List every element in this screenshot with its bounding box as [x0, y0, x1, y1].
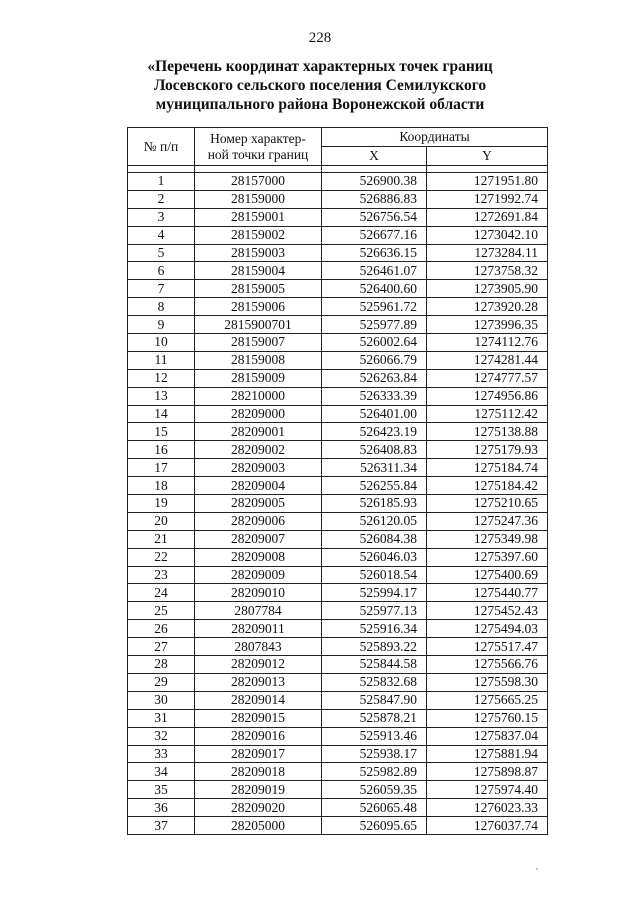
point-number-cell: 2807784 — [195, 602, 322, 620]
y-coordinate-cell: 1275566.76 — [427, 656, 548, 674]
table-row — [128, 566, 548, 584]
point-number-cell: 28209007 — [195, 530, 322, 548]
table-row — [128, 512, 548, 530]
y-coordinate-cell: 1273905.90 — [427, 280, 548, 298]
table-row — [128, 226, 548, 244]
x-coordinate-cell: 525832.68 — [322, 673, 427, 691]
y-coordinate-cell: 1275184.74 — [427, 459, 548, 477]
table-spacer-row — [128, 166, 548, 173]
table-row — [128, 817, 548, 835]
x-coordinate-cell: 526423.19 — [322, 423, 427, 441]
table-row — [128, 620, 548, 638]
row-number-cell: 19 — [128, 495, 195, 513]
y-coordinate-cell: 1271951.80 — [427, 173, 548, 191]
point-number-cell: 28159002 — [195, 226, 322, 244]
x-coordinate-cell: 525994.17 — [322, 584, 427, 602]
row-number-cell: 24 — [128, 584, 195, 602]
table-row — [128, 799, 548, 817]
point-number-cell: 28209015 — [195, 709, 322, 727]
point-number-cell: 28157000 — [195, 173, 322, 191]
x-coordinate-cell: 526255.84 — [322, 477, 427, 495]
row-number-cell: 26 — [128, 620, 195, 638]
table-row — [128, 208, 548, 226]
x-coordinate-cell: 526400.60 — [322, 280, 427, 298]
point-number-cell: 2815900701 — [195, 316, 322, 334]
table-row — [128, 459, 548, 477]
header-point-number-text: Номер характер-ной точки границ — [207, 130, 309, 162]
table-row — [128, 727, 548, 745]
row-number-cell: 3 — [128, 208, 195, 226]
x-coordinate-cell: 526095.65 — [322, 817, 427, 835]
x-coordinate-cell: 525961.72 — [322, 298, 427, 316]
x-coordinate-cell: 526059.35 — [322, 781, 427, 799]
y-coordinate-cell: 1275400.69 — [427, 566, 548, 584]
point-number-cell: 28209011 — [195, 620, 322, 638]
row-number-cell: 4 — [128, 226, 195, 244]
point-number-cell: 28209018 — [195, 763, 322, 781]
y-coordinate-cell: 1275397.60 — [427, 548, 548, 566]
y-coordinate-cell: 1275898.87 — [427, 763, 548, 781]
point-number-cell: 28209005 — [195, 495, 322, 513]
table-row — [128, 351, 548, 369]
x-coordinate-cell: 525878.21 — [322, 709, 427, 727]
row-number-cell: 31 — [128, 709, 195, 727]
x-coordinate-cell: 526636.15 — [322, 244, 427, 262]
x-coordinate-cell: 526401.00 — [322, 405, 427, 423]
x-coordinate-cell: 526120.05 — [322, 512, 427, 530]
x-coordinate-cell: 526084.38 — [322, 530, 427, 548]
point-number-cell: 28159007 — [195, 334, 322, 352]
table-row — [128, 244, 548, 262]
point-number-cell: 28210000 — [195, 387, 322, 405]
y-coordinate-cell: 1275760.15 — [427, 709, 548, 727]
row-number-cell: 7 — [128, 280, 195, 298]
x-coordinate-cell: 525916.34 — [322, 620, 427, 638]
y-coordinate-cell: 1275494.03 — [427, 620, 548, 638]
point-number-cell: 28159000 — [195, 190, 322, 208]
point-number-cell: 28209020 — [195, 799, 322, 817]
row-number-cell: 10 — [128, 334, 195, 352]
row-number-cell: 22 — [128, 548, 195, 566]
x-coordinate-cell: 525977.89 — [322, 316, 427, 334]
title-line-3: муниципального района Воронежской области — [155, 96, 485, 113]
y-coordinate-cell: 1276023.33 — [427, 799, 548, 817]
table-row — [128, 280, 548, 298]
table-row — [128, 190, 548, 208]
row-number-cell: 15 — [128, 423, 195, 441]
y-coordinate-cell: 1274281.44 — [427, 351, 548, 369]
table-row — [128, 316, 548, 334]
row-number-cell: 11 — [128, 351, 195, 369]
point-number-cell: 28209010 — [195, 584, 322, 602]
y-coordinate-cell: 1275665.25 — [427, 691, 548, 709]
x-coordinate-cell: 526461.07 — [322, 262, 427, 280]
x-coordinate-cell: 526018.54 — [322, 566, 427, 584]
y-coordinate-cell: 1273920.28 — [427, 298, 548, 316]
row-number-cell: 36 — [128, 799, 195, 817]
table-row — [128, 745, 548, 763]
y-coordinate-cell: 1273042.10 — [427, 226, 548, 244]
point-number-cell: 28159006 — [195, 298, 322, 316]
y-coordinate-cell: 1274777.57 — [427, 369, 548, 387]
x-coordinate-cell: 526886.83 — [322, 190, 427, 208]
y-coordinate-cell: 1273758.32 — [427, 262, 548, 280]
page-number: 228 — [308, 30, 332, 46]
row-number-cell: 1 — [128, 173, 195, 191]
table-row — [128, 298, 548, 316]
x-coordinate-cell: 526002.64 — [322, 334, 427, 352]
x-coordinate-cell: 526311.34 — [322, 459, 427, 477]
row-number-cell: 9 — [128, 316, 195, 334]
header-y: Y — [427, 147, 548, 166]
point-number-cell: 28209019 — [195, 781, 322, 799]
row-number-cell: 13 — [128, 387, 195, 405]
table-row — [128, 441, 548, 459]
table-row — [128, 405, 548, 423]
point-number-cell: 28159008 — [195, 351, 322, 369]
header-point-number — [195, 128, 322, 166]
table-row — [128, 262, 548, 280]
row-number-cell: 16 — [128, 441, 195, 459]
coordinates-table — [127, 127, 548, 835]
header-row-number: № п/п — [128, 128, 195, 166]
point-number-cell: 28205000 — [195, 817, 322, 835]
row-number-cell: 8 — [128, 298, 195, 316]
row-number-cell: 23 — [128, 566, 195, 584]
row-number-cell: 18 — [128, 477, 195, 495]
x-coordinate-cell: 526046.03 — [322, 548, 427, 566]
x-coordinate-cell: 526900.38 — [322, 173, 427, 191]
point-number-cell: 28209006 — [195, 512, 322, 530]
table-row — [128, 477, 548, 495]
x-coordinate-cell: 526756.54 — [322, 208, 427, 226]
x-coordinate-cell: 526408.83 — [322, 441, 427, 459]
y-coordinate-cell: 1274112.76 — [427, 334, 548, 352]
point-number-cell: 28209013 — [195, 673, 322, 691]
y-coordinate-cell: 1275138.88 — [427, 423, 548, 441]
point-number-cell: 28209016 — [195, 727, 322, 745]
point-number-cell: 28209001 — [195, 423, 322, 441]
table-row — [128, 548, 548, 566]
x-coordinate-cell: 526066.79 — [322, 351, 427, 369]
row-number-cell: 35 — [128, 781, 195, 799]
row-number-cell: 34 — [128, 763, 195, 781]
y-coordinate-cell: 1275247.36 — [427, 512, 548, 530]
y-coordinate-cell: 1275881.94 — [427, 745, 548, 763]
y-coordinate-cell: 1275974.40 — [427, 781, 548, 799]
row-number-cell: 37 — [128, 817, 195, 835]
row-number-cell: 6 — [128, 262, 195, 280]
x-coordinate-cell: 526677.16 — [322, 226, 427, 244]
row-number-cell: 29 — [128, 673, 195, 691]
table-row — [128, 709, 548, 727]
y-coordinate-cell: 1275179.93 — [427, 441, 548, 459]
table-row — [128, 530, 548, 548]
table-row — [128, 584, 548, 602]
y-coordinate-cell: 1275184.42 — [427, 477, 548, 495]
x-coordinate-cell: 525938.17 — [322, 745, 427, 763]
table-row — [128, 638, 548, 656]
row-number-cell: 14 — [128, 405, 195, 423]
y-coordinate-cell: 1275517.47 — [427, 638, 548, 656]
row-number-cell: 28 — [128, 656, 195, 674]
y-coordinate-cell: 1274956.86 — [427, 387, 548, 405]
y-coordinate-cell: 1273996.35 — [427, 316, 548, 334]
row-number-cell: 30 — [128, 691, 195, 709]
point-number-cell: 28209003 — [195, 459, 322, 477]
table-row — [128, 673, 548, 691]
header-coordinates: Координаты — [322, 128, 548, 147]
y-coordinate-cell: 1275452.43 — [427, 602, 548, 620]
x-coordinate-cell: 525977.13 — [322, 602, 427, 620]
row-number-cell: 21 — [128, 530, 195, 548]
y-coordinate-cell: 1275349.98 — [427, 530, 548, 548]
point-number-cell: 28209000 — [195, 405, 322, 423]
point-number-cell: 28209014 — [195, 691, 322, 709]
row-number-cell: 32 — [128, 727, 195, 745]
table-row — [128, 369, 548, 387]
row-number-cell: 27 — [128, 638, 195, 656]
row-number-cell: 33 — [128, 745, 195, 763]
title-line-1: «Перечень координат характерных точек границ — [147, 58, 493, 75]
x-coordinate-cell: 525982.89 — [322, 763, 427, 781]
table-row — [128, 334, 548, 352]
x-coordinate-cell: 525847.90 — [322, 691, 427, 709]
header-x: X — [322, 147, 427, 166]
point-number-cell: 28159009 — [195, 369, 322, 387]
y-coordinate-cell: 1275210.65 — [427, 495, 548, 513]
row-number-cell: 20 — [128, 512, 195, 530]
point-number-cell: 28159001 — [195, 208, 322, 226]
table-row — [128, 691, 548, 709]
x-coordinate-cell: 526263.84 — [322, 369, 427, 387]
point-number-cell: 28209004 — [195, 477, 322, 495]
y-coordinate-cell: 1275112.42 — [427, 405, 548, 423]
y-coordinate-cell: 1271992.74 — [427, 190, 548, 208]
document-title — [100, 57, 540, 114]
table-row — [128, 602, 548, 620]
point-number-cell: 28209002 — [195, 441, 322, 459]
title-line-2: Лосевского сельского поселения Семилукского — [153, 77, 487, 94]
y-coordinate-cell: 1272691.84 — [427, 208, 548, 226]
table-row — [128, 656, 548, 674]
x-coordinate-cell: 526333.39 — [322, 387, 427, 405]
row-number-cell: 17 — [128, 459, 195, 477]
point-number-cell: 28209008 — [195, 548, 322, 566]
y-coordinate-cell: 1275440.77 — [427, 584, 548, 602]
table-row — [128, 173, 548, 191]
x-coordinate-cell: 526185.93 — [322, 495, 427, 513]
point-number-cell: 28209009 — [195, 566, 322, 584]
y-coordinate-cell: 1273284.11 — [427, 244, 548, 262]
y-coordinate-cell: 1275837.04 — [427, 727, 548, 745]
point-number-cell: 2807843 — [195, 638, 322, 656]
table-row — [128, 781, 548, 799]
table-row — [128, 763, 548, 781]
table-row — [128, 387, 548, 405]
point-number-cell: 28159003 — [195, 244, 322, 262]
point-number-cell: 28159004 — [195, 262, 322, 280]
point-number-cell: 28159005 — [195, 280, 322, 298]
table-row — [128, 423, 548, 441]
row-number-cell: 5 — [128, 244, 195, 262]
x-coordinate-cell: 526065.48 — [322, 799, 427, 817]
row-number-cell: 2 — [128, 190, 195, 208]
table-row — [128, 495, 548, 513]
y-coordinate-cell: 1275598.30 — [427, 673, 548, 691]
row-number-cell: 25 — [128, 602, 195, 620]
point-number-cell: 28209012 — [195, 656, 322, 674]
x-coordinate-cell: 525913.46 — [322, 727, 427, 745]
x-coordinate-cell: 525893.22 — [322, 638, 427, 656]
row-number-cell: 12 — [128, 369, 195, 387]
x-coordinate-cell: 525844.58 — [322, 656, 427, 674]
scan-speck — [536, 868, 538, 870]
y-coordinate-cell: 1276037.74 — [427, 817, 548, 835]
point-number-cell: 28209017 — [195, 745, 322, 763]
